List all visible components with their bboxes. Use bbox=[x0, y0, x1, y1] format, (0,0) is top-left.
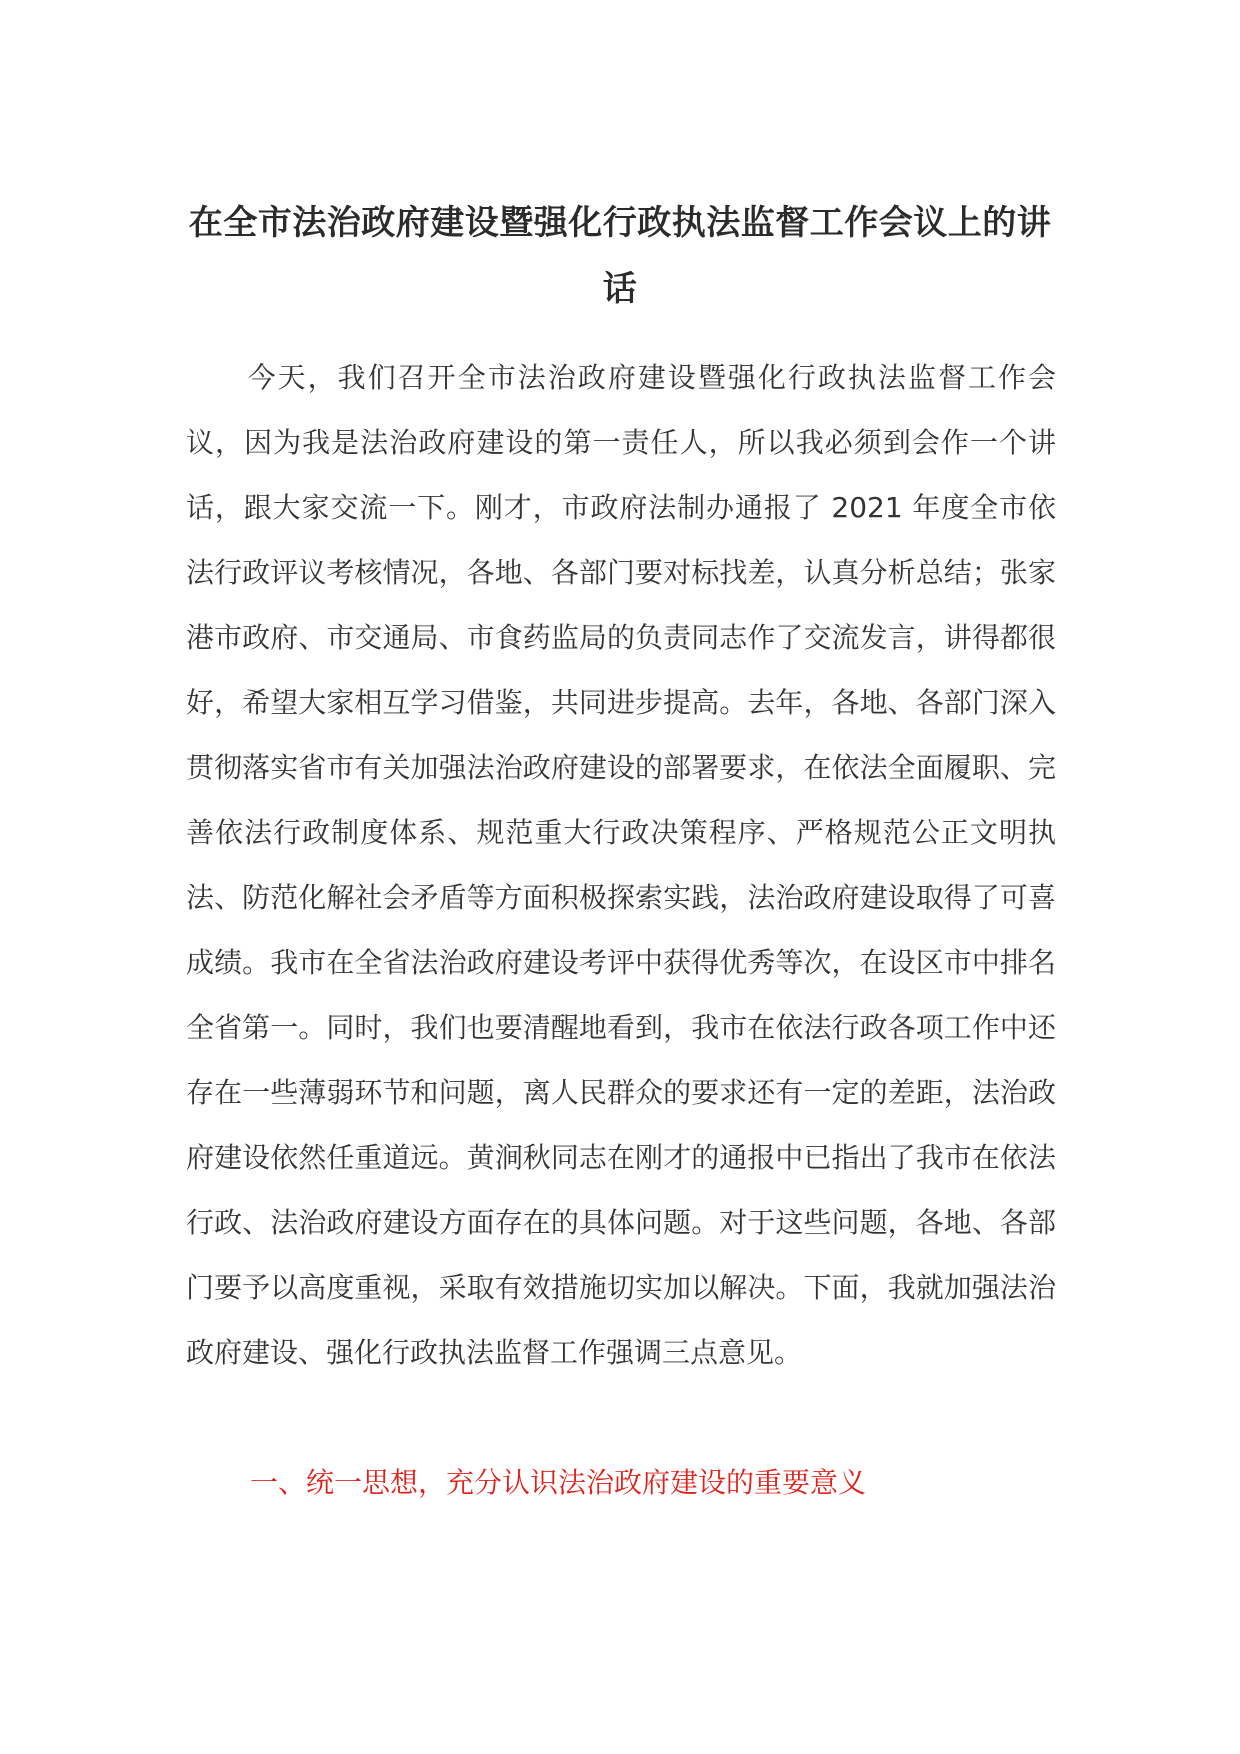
section-heading: 一、统一思想，充分认识法治政府建设的重要意义 bbox=[250, 1466, 867, 1499]
body-paragraph: 今天，我们召开全市法治政府建设暨强化行政执法监督工作会议，因为我是法治政府建设的第一责任人，所以我必须到会作一个讲话，跟大家交流一下。刚才，市政府法制办通报了 2021 年度全市依法行政评议考核情况，各地、各部门要对标找差，认真分析总结；张家港市政府、市交通局、市食药监局的负责同志作了交流发言，讲得都很好，希望大家相互学习借鉴，共同进步提高。去年，各地、各部门深入贯彻落实省市有关加强法治政府建设的部署要求，在依法全面履职、完善依法行政制度体系、规范重大行政决策程序、严格规范公正文明执法、防范化解社会矛盾等方面积极探索实践，法治政府建设取得了可喜成绩。我市在全省法治政府建设考评中获得优秀等次，在设区市中排名全省第一。同时，我们也要清醒地看到，我市在依法行政各项工作中还存在一些薄弱环节和问题，离人民群众的要求还有一定的差距，法治政府建设依然任重道远。黄涧秋同志在刚才的通报中已指出了我市在依法行政、法治政府建设方面存在的具体问题。对于这些问题，各地、各部门要予以高度重视，采取有效措施切实加以解决。下面，我就加强法治政府建设、强化行政执法监督工作强调三点意见。 bbox=[186, 361, 1056, 1369]
document-title: 在全市法治政府建设暨强化行政执法监督工作会议上的讲话 bbox=[188, 203, 1052, 309]
